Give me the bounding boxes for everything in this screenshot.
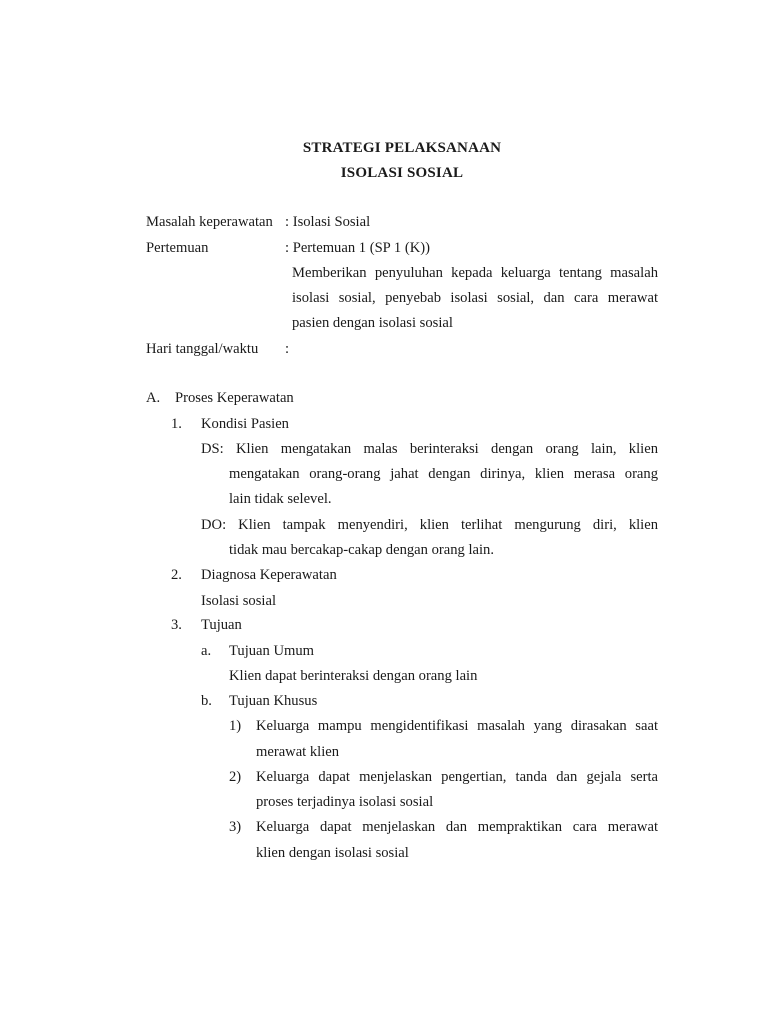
masalah-label: Masalah keperawatan bbox=[146, 214, 273, 230]
sub-a-heading: Tujuan Umum bbox=[229, 643, 315, 659]
sub-b-heading: Tujuan Khusus bbox=[229, 693, 318, 709]
item-3-marker: 3. bbox=[171, 617, 182, 633]
section-a-marker: A. bbox=[146, 390, 161, 406]
pertemuan-label: Pertemuan bbox=[146, 240, 209, 256]
sub-a-value: Klien dapat berinteraksi dengan orang lain bbox=[229, 668, 478, 684]
ds-line-3: lain tidak selevel. bbox=[229, 491, 332, 507]
point-2-line-2: proses terjadinya isolasi sosial bbox=[256, 794, 434, 810]
pertemuan-desc-line-1: Memberikan penyuluhan kepada keluarga tentang masalah bbox=[292, 265, 658, 281]
pertemuan-desc-line-3: pasien dengan isolasi sosial bbox=[292, 315, 453, 331]
point-1-line-2: merawat klien bbox=[256, 744, 340, 760]
sub-a-marker: a. bbox=[201, 643, 212, 659]
document-title bbox=[0, 136, 768, 186]
ds-line-1: DS: Klien mengatakan malas berinteraksi dengan orang lain, klien bbox=[201, 441, 658, 457]
hari-label: Hari tanggal/waktu bbox=[146, 341, 259, 357]
point-3-line-1: Keluarga dapat menjelaskan dan mempraktikan cara merawat bbox=[256, 819, 658, 835]
do-line-2: tidak mau bercakap-cakap dengan orang lain. bbox=[229, 542, 494, 558]
masalah-value: : Isolasi Sosial bbox=[285, 214, 371, 230]
do-line-1: DO: Klien tampak menyendiri, klien terlihat mengurung diri, klien bbox=[201, 517, 658, 533]
item-3-heading: Tujuan bbox=[201, 617, 242, 633]
point-1-line-1: Keluarga mampu mengidentifikasi masalah yang dirasakan saat bbox=[256, 718, 658, 734]
item-2-marker: 2. bbox=[171, 567, 182, 583]
item-1-marker: 1. bbox=[171, 416, 182, 432]
ds-line-2: mengatakan orang-orang jahat dengan dirinya, klien merasa orang bbox=[229, 466, 658, 482]
item-1-heading: Kondisi Pasien bbox=[201, 416, 289, 432]
point-2-marker: 2) bbox=[229, 769, 242, 785]
item-2-value: Isolasi sosial bbox=[201, 593, 276, 609]
title-line-2: ISOLASI SOSIAL bbox=[340, 165, 464, 181]
point-2-line-1: Keluarga dapat menjelaskan pengertian, tanda dan gejala serta bbox=[256, 769, 658, 785]
sub-b-marker: b. bbox=[201, 693, 212, 709]
pertemuan-value: : Pertemuan 1 (SP 1 (K)) bbox=[285, 240, 430, 256]
point-3-marker: 3) bbox=[229, 819, 242, 835]
item-2-heading: Diagnosa Keperawatan bbox=[201, 567, 337, 583]
point-1-marker: 1) bbox=[229, 718, 242, 734]
hari-colon: : bbox=[285, 341, 290, 357]
pertemuan-desc-line-2: isolasi sosial, penyebab isolasi sosial, dan cara merawat bbox=[292, 290, 658, 306]
title-line-1: STRATEGI PELAKSANAAN bbox=[302, 140, 502, 156]
point-3-line-2: klien dengan isolasi sosial bbox=[256, 845, 409, 861]
section-a-heading: Proses Keperawatan bbox=[175, 390, 294, 406]
